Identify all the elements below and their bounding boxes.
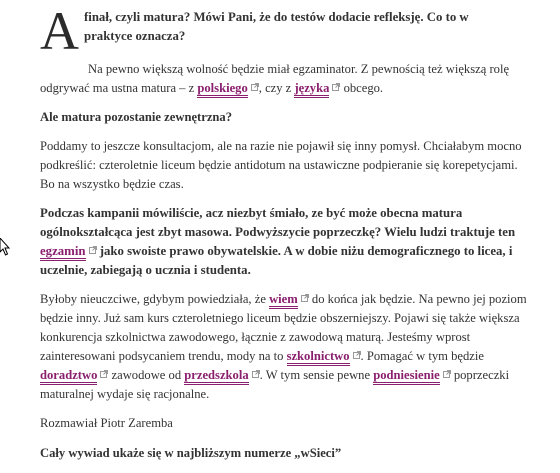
external-link-icon	[252, 370, 260, 378]
text-span: . Pomagać w tym będzie	[360, 349, 484, 363]
text-span: do końca jak będzie. Na pewno jej poziom będzie inny. Już sam kurs czteroletniego liceum będzie obszerniejszy. Pojawi się także większa konkurencja szkolnictwa zawodowego, łącznie z zawodową maturą. Jesteśmy wprost zainteresowani podsycaniem trendu, mody na to	[40, 292, 527, 363]
link-przedszkola[interactable]: przedszkola	[184, 368, 248, 385]
answer-paragraph-2: Poddamy to jeszcze konsultacjom, ale na razie nie pojawił się inny pomysł. Chciałabym mocno podkreślić: czteroletnie liceum będzie antidotum na ustawiczne podpieranie się korepetycjami. Bo na wszystko będzie czas.	[40, 139, 522, 191]
text-span: poprzeczki maturalnej wydaje się racjonalne.	[40, 368, 510, 401]
link-wiem[interactable]: wiem	[269, 292, 298, 309]
external-link-icon	[89, 246, 97, 254]
question-3	[40, 204, 530, 280]
external-link-icon	[251, 83, 259, 91]
answer-paragraph-1	[40, 60, 530, 98]
external-link-icon	[353, 351, 361, 359]
text-span: obcego.	[340, 81, 384, 95]
text-span: jako swoiste prawo obywatelskie. A w dobie niżu demograficznego to licea, i uczelnie, zabiegają o ucznia i studenta.	[40, 244, 513, 277]
external-link-icon	[443, 370, 451, 378]
link-doradztwo[interactable]: doradztwo	[40, 368, 97, 385]
author-credit: Rozmawiał Piotr Zaremba	[40, 416, 173, 430]
external-link-icon	[301, 294, 309, 302]
intro-block	[40, 1, 530, 61]
link-jezyka[interactable]: języka	[294, 81, 329, 98]
drop-cap: A	[40, 1, 79, 61]
link-egzamin[interactable]: egzamin	[40, 244, 86, 261]
footer-note: Cały wywiad ukaże się w najbliższym numerze „wSieci”	[40, 446, 342, 460]
text-span: , czy z	[258, 81, 295, 95]
text-span: Na pewno większą wolność będzie miał egzaminator. Z pewnością też większą rolę odgrywać ma ustna matura – z	[40, 62, 510, 95]
text-span: zawodowe od	[108, 368, 185, 382]
link-polskiego[interactable]: polskiego	[197, 81, 247, 98]
mouse-cursor-icon	[0, 238, 10, 256]
answer-paragraph-3	[40, 290, 530, 404]
question-2: Ale matura pozostanie zewnętrzna?	[40, 110, 233, 124]
text-span: . W tym sensie pewne	[259, 368, 374, 382]
link-podniesienie[interactable]: podniesienie	[373, 368, 439, 385]
intro-question: finał, czyli matura? Mówi Pani, że do testów dodacie refleksję. Co to w praktyce oznacza?	[84, 10, 469, 43]
article-body	[40, 1, 530, 473]
link-szkolnictwo[interactable]: szkolnictwo	[287, 349, 350, 366]
text-span: Podczas kampanii mówiliście, acz niezbyt śmiało, ze być może obecna matura ogólnokształcąca jest zbyt masowa. Podwyższycie poprzeczkę? Wielu ludzi traktuje ten	[40, 206, 516, 239]
text-span: Byłoby nieuczciwe, gdybym powiedziała, że	[40, 292, 270, 306]
